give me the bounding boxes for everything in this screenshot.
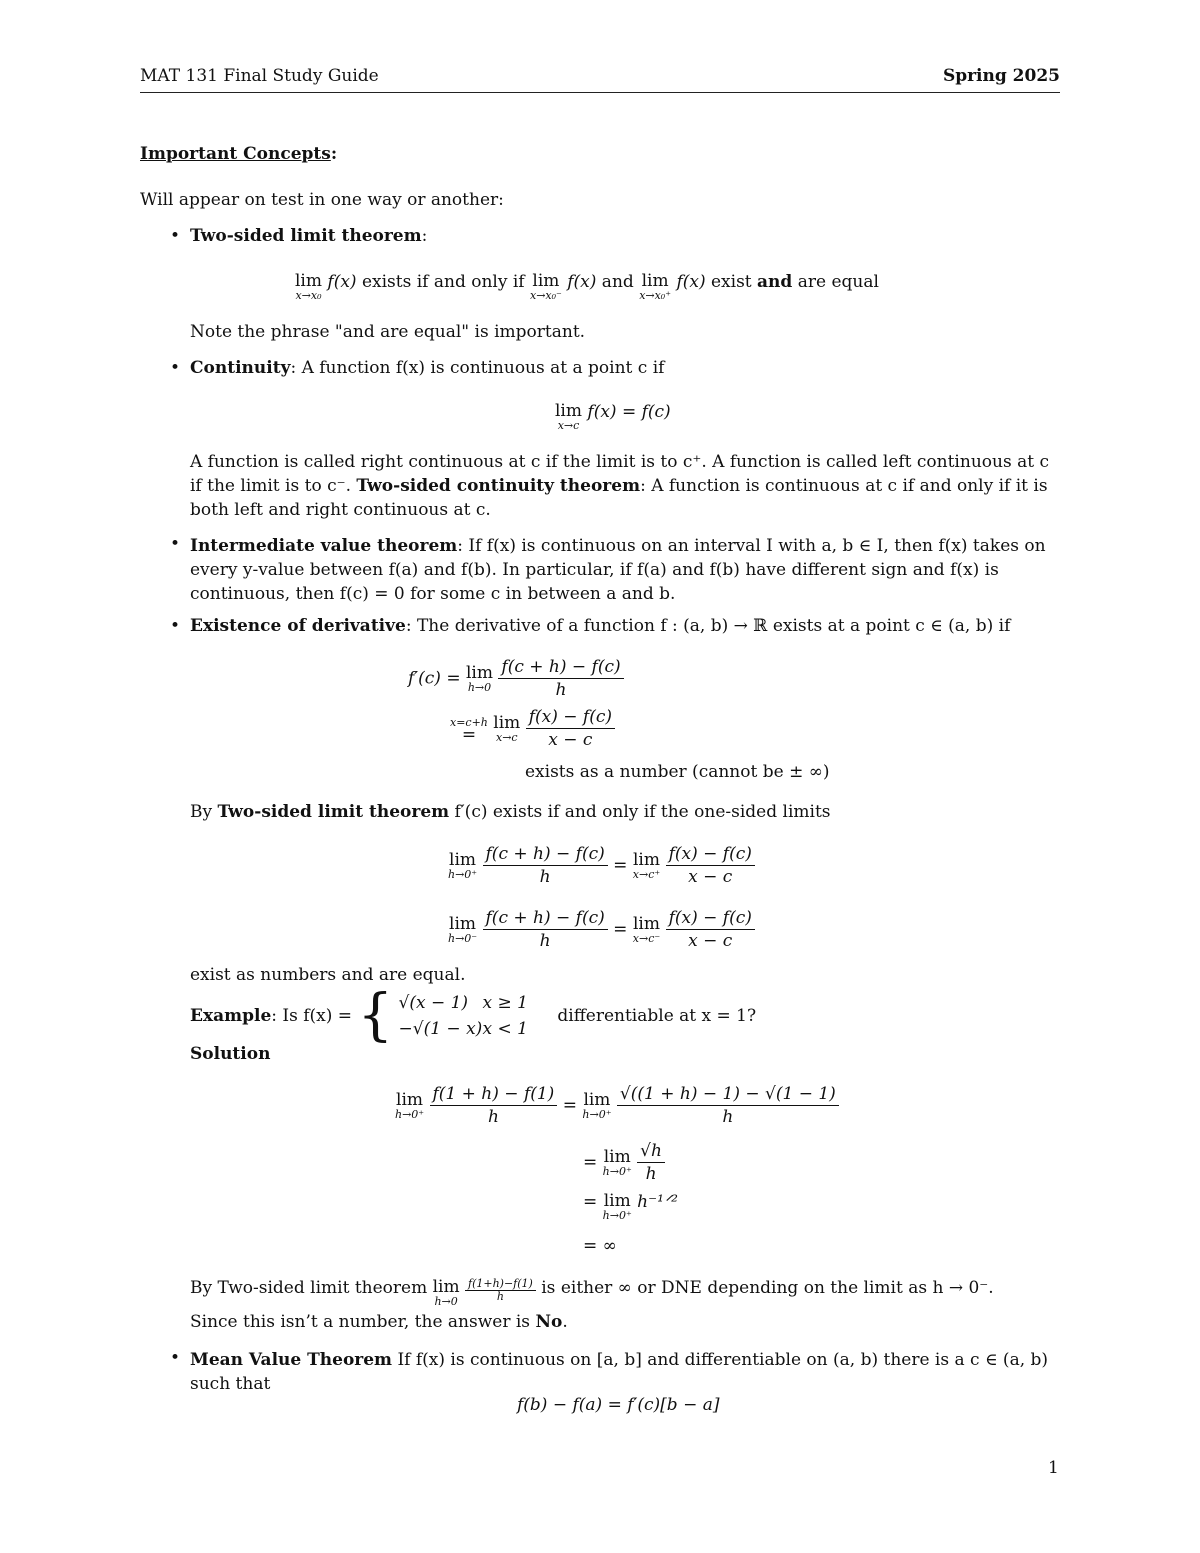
derivative-def-line2: x=c+h = lim x→c $\frac{f(x) - f(c)}{x - c}$ — [450, 706, 615, 751]
section-intro: Will appear on test in one way or another: — [140, 190, 504, 210]
page-number: 1 — [1048, 1458, 1059, 1478]
solution-line1: lim h→0⁺ $\frac{f(1 + h) - f(1)}{h}$ = lim h→0⁺ $\frac{√((1 + h) - 1) - √(1 - 1)}{h}$ — [395, 1083, 839, 1128]
bullet-dot: • — [170, 534, 181, 554]
solution-line2: = lim h→0⁺ $\frac{√h}{h}$ — [583, 1140, 665, 1185]
conclusion-line1: By Two-sided limit theorem lim h→0 $\frac{f(1+h)-f(1)}{h}$ is either ∞ or DNE depending on the limit as h → 0⁻. — [190, 1277, 994, 1308]
bullet-dot: • — [170, 616, 181, 636]
derivative-exists-note: exists as a number (cannot be ± ∞) — [525, 762, 830, 782]
header-term: Spring 2025 — [942, 66, 1060, 86]
continuity-formula: lim x→c f(x) = f(c) — [555, 401, 671, 432]
example-line: Example: Is f(x) = { √(x − 1) x ≥ 1 −√(1 − x)x < 1 differentiable at x = 1? — [190, 983, 757, 1048]
derivative-def-line1: f′(c) = lim h→0 $\frac{f(c + h) - f(c)}{h}$ — [408, 656, 624, 701]
bullet-dot: • — [170, 226, 181, 246]
solution-label: Solution — [190, 1044, 271, 1064]
header-course: MAT 131 Final Study Guide — [140, 66, 379, 86]
solution-line3: = lim h→0⁺ h⁻¹ᐟ² — [583, 1191, 678, 1222]
derivative-heading: Existence of derivative: The derivative of a function f : (a, b) → ℝ exists at a point c ∈ (a, b) if — [190, 616, 1011, 636]
continuity-heading: Continuity: A function f(x) is continuous at a point c if — [190, 358, 665, 378]
equal-note: exist as numbers and are equal. — [190, 965, 466, 985]
twosided-formula: lim x→x₀ f(x) exists if and only if lim x→x₀⁻ f(x) and lim x→x₀⁺ f(x) exist and are equal — [295, 271, 879, 302]
bullet-dot: • — [170, 358, 181, 378]
ivt-paragraph: Intermediate value theorem: If f(x) is continuous on an interval I with a, b ∈ I, then f(x) takes on every y-value between f(a) and f(b). In particular, if f(a) and f(b) have different sign and f(x) is continuous, then f(c) = 0 for some c in between a and b. — [190, 536, 1046, 604]
derivative-by-line: By Two-sided limit theorem f′(c) exists if and only if the one-sided limits — [190, 802, 831, 822]
onesided-left: lim h→0⁻ $\frac{f(c + h) - f(c)}{h}$ = lim x→c⁻ $\frac{f(x) - f(c)}{x - c}$ — [448, 907, 755, 952]
onesided-right: lim h→0⁺ $\frac{f(c + h) - f(c)}{h}$ = lim x→c⁺ $\frac{f(x) - f(c)}{x - c}$ — [448, 843, 755, 888]
conclusion-line2: Since this isn’t a number, the answer is No. — [190, 1312, 568, 1332]
header-rule — [140, 92, 1060, 93]
piecewise-brace: { — [357, 983, 394, 1048]
mvt-paragraph: Mean Value Theorem If f(x) is continuous on [a, b] and differentiable on (a, b) there is a c ∈ (a, b) such that — [190, 1350, 1049, 1394]
twosided-heading: Two-sided limit theorem: — [190, 226, 428, 246]
continuity-paragraph: A function is called right continuous at c if the limit is to c⁺. A function is called left continuous at c if the limit is to c⁻. Two-sided continuity theorem: A function is continuous at c if and only if it is both left and right continuous at c. — [190, 452, 1049, 520]
bullet-dot: • — [170, 1348, 181, 1368]
section-title: Important Concepts: — [140, 144, 338, 164]
solution-result: = ∞ — [583, 1236, 617, 1256]
mvt-equation: f(b) − f(a) = f′(c)[b − a] — [517, 1395, 720, 1415]
twosided-note: Note the phrase "and are equal" is important. — [190, 322, 586, 342]
